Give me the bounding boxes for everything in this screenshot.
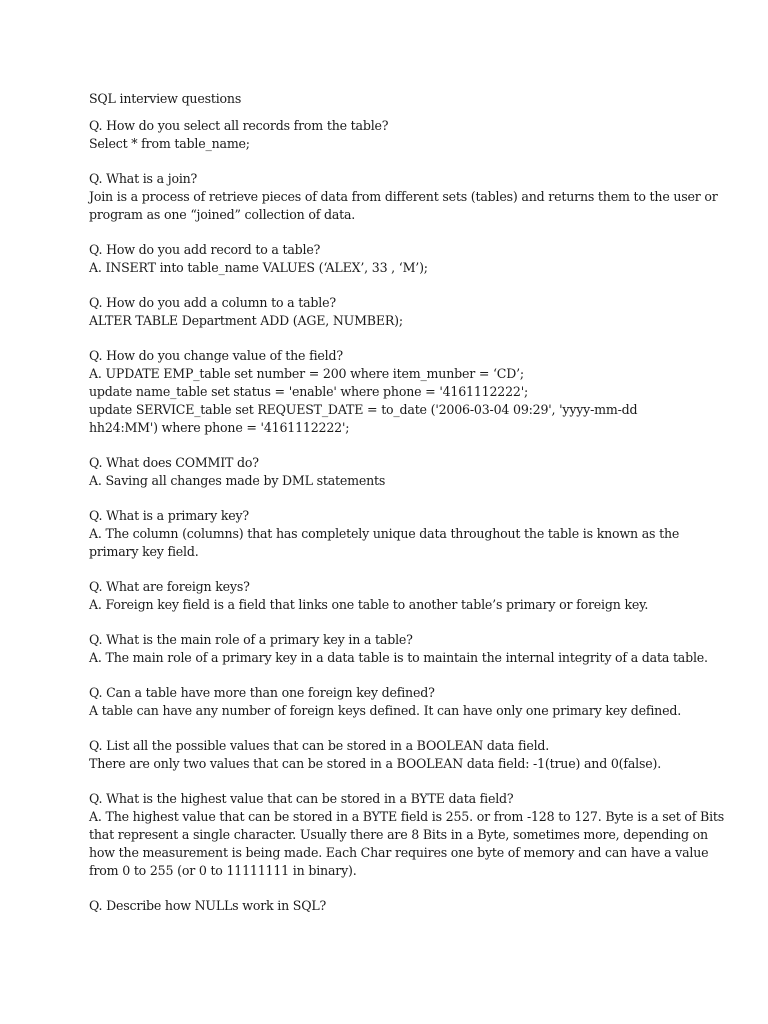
answer-line: A. The highest value that can be stored in a BYTE field is 255. or from -128 to 127. Byte is a set of Bits: [89, 809, 725, 824]
qa-block: [89, 347, 699, 437]
qa-block: [89, 684, 699, 720]
qa-block: [89, 578, 699, 614]
answer-line: ALTER TABLE Department ADD (AGE, NUMBER);: [89, 313, 403, 328]
qa-block: [89, 241, 699, 277]
question-line: Q. Can a table have more than one foreign key defined?: [89, 685, 435, 700]
question-line: Q. How do you change value of the field?: [89, 348, 343, 363]
answer-line: A. INSERT into table_name VALUES (‘ALEX’, 33 , ‘M’);: [89, 260, 428, 275]
qa-block: [89, 631, 708, 667]
answer-line: from 0 to 255 (or 0 to 11111111 in binary).: [89, 863, 357, 878]
answer-line: hh24:MM') where phone = '4161112222';: [89, 420, 350, 435]
answer-line: that represent a single character. Usually there are 8 Bits in a Byte, sometimes more, depending on: [89, 827, 708, 842]
qa-block: [89, 294, 699, 330]
question-line: Q. What are foreign keys?: [89, 579, 250, 594]
qa-block: [89, 117, 699, 153]
document-page: [89, 90, 725, 932]
document-title: SQL interview questions: [89, 91, 242, 106]
question-line: Q. What is a join?: [89, 171, 198, 186]
qa-block: [89, 170, 718, 224]
answer-line: primary key field.: [89, 544, 199, 559]
question-line: Q. What is the highest value that can be stored in a BYTE data field?: [89, 791, 514, 806]
answer-line: A. Saving all changes made by DML statements: [89, 473, 386, 488]
answer-line: A table can have any number of foreign keys defined. It can have only one primary key defined.: [89, 703, 682, 718]
answer-line: A. The main role of a primary key in a data table is to maintain the internal integrity of a data table.: [89, 650, 708, 665]
question-line: Q. How do you add a column to a table?: [89, 295, 336, 310]
question-line: Q. Describe how NULLs work in SQL?: [89, 898, 327, 913]
answer-line: update SERVICE_table set REQUEST_DATE = to_date ('2006-03-04 09:29', 'yyyy-mm-dd: [89, 402, 638, 417]
answer-line: update name_table set status = 'enable' where phone = '4161112222';: [89, 384, 529, 399]
qa-block: [89, 790, 725, 880]
answer-line: program as one “joined” collection of data.: [89, 207, 356, 222]
answer-line: There are only two values that can be stored in a BOOLEAN data field: -1(true) and 0(false).: [89, 756, 662, 771]
answer-line: A. The column (columns) that has completely unique data throughout the table is known as the: [89, 526, 680, 541]
question-line: Q. What is a primary key?: [89, 508, 249, 523]
qa-block: [89, 507, 699, 561]
question-line: Q. What is the main role of a primary key in a table?: [89, 632, 413, 647]
qa-block: [89, 454, 699, 490]
question-line: Q. What does COMMIT do?: [89, 455, 259, 470]
answer-line: Join is a process of retrieve pieces of data from different sets (tables) and returns them to the user or: [89, 189, 718, 204]
question-line: Q. How do you select all records from the table?: [89, 118, 389, 133]
answer-line: how the measurement is being made. Each Char requires one byte of memory and can have a value: [89, 845, 709, 860]
answer-line: Select * from table_name;: [89, 136, 250, 151]
question-line: Q. List all the possible values that can be stored in a BOOLEAN data field.: [89, 738, 550, 753]
question-line: Q. How do you add record to a table?: [89, 242, 321, 257]
qa-block: [89, 897, 699, 915]
answer-line: A. UPDATE EMP_table set number = 200 where item_munber = ‘CD’;: [89, 366, 524, 381]
answer-line: A. Foreign key field is a field that links one table to another table’s primary or foreign key.: [89, 597, 649, 612]
qa-list: [89, 117, 725, 915]
qa-block: [89, 737, 699, 773]
